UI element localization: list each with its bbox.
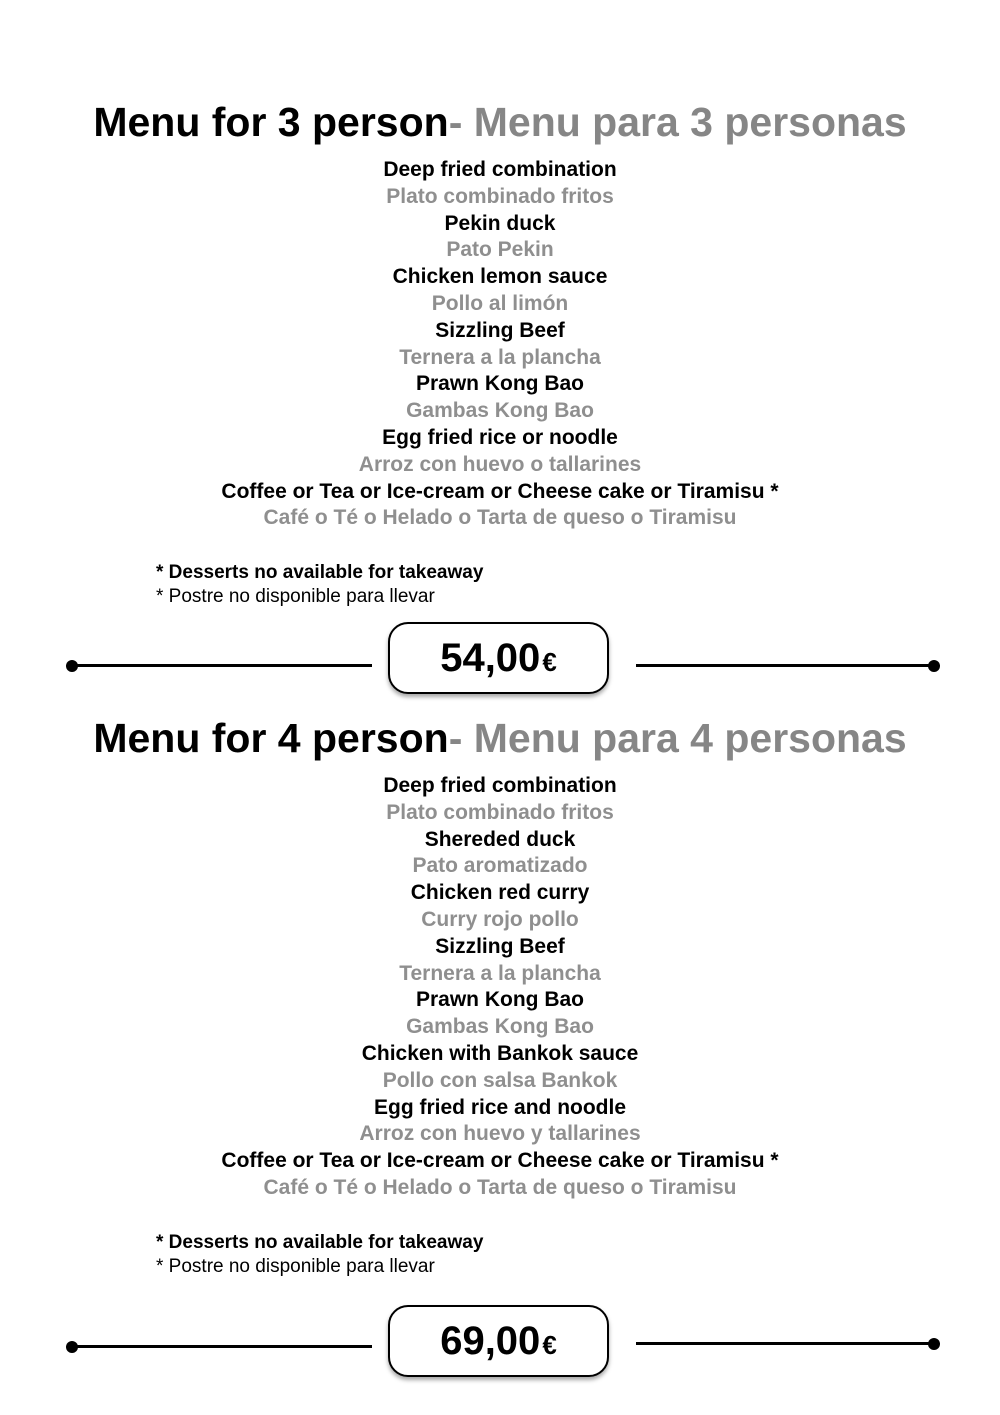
divider-line-right [636,664,934,667]
menu-item-en: Sizzling Beef [435,934,565,958]
menu-item-es: Ternera a la plancha [399,345,601,369]
menu-item-es: Café o Té o Helado o Tarta de queso o Tiramisu [263,1175,737,1199]
menu-3-currency: € [542,647,557,677]
menu-item-en: Coffee or Tea or Ice-cream or Cheese cake or Tiramisu * [221,1149,779,1173]
menu-4-title-en: Menu for 4 person [93,715,449,761]
menu-item-en: Coffee or Tea or Ice-cream or Cheese cake or Tiramisu * [221,479,779,503]
menu-item-en: Prawn Kong Bao [415,988,584,1012]
menu-item-en: Pekin duck [444,211,556,235]
menu-item-en: Chicken with Bankok sauce [361,1041,639,1065]
menu-4-currency: € [542,1330,557,1360]
divider-line-left [72,664,372,667]
menu-item-es: Curry rojo pollo [421,907,579,931]
menu-3-items [0,157,1000,532]
menu-item-en: Chicken lemon sauce [392,265,608,289]
menu-item-es: Ternera a la plancha [399,961,601,985]
menu-4-price-badge [388,1305,609,1377]
menu-item-en: Deep fried combination [383,158,617,181]
menu-item-es: Plato combinado fritos [386,800,614,824]
menu-item-es: Gambas Kong Bao [406,399,594,423]
divider-line-right [636,1342,934,1345]
menu-3-title-en: Menu for 3 person [93,99,449,145]
menu-3-persons [0,96,1000,609]
menu-item-es: Pollo al limón [431,291,569,315]
divider-dot-right [928,1338,940,1350]
menu-4-persons [0,712,1000,1279]
menu-item-es: Café o Té o Helado o Tarta de queso o Tiramisu [263,506,737,530]
takeaway-note-en: * Desserts no available for takeaway [156,562,484,584]
divider-dot-right [928,660,940,672]
menu-item-es: Pato aromatizado [412,854,588,878]
menu-3-price-row [0,622,1000,702]
menu-item-en: Egg fried rice or noodle [382,425,618,449]
menu-3-price: 54,00 [440,636,541,680]
menu-4-title-separator: - [448,715,474,761]
menu-item-es: Pato Pekin [446,238,554,262]
divider-line-left [72,1345,372,1348]
menu-item-es: Plato combinado fritos [386,184,614,208]
divider-dot-left [66,1341,78,1353]
takeaway-note-es: * Postre no disponible para llevar [156,1255,435,1277]
menu-4-items [0,773,1000,1202]
takeaway-note-en: * Desserts no available for takeaway [156,1231,484,1253]
menu-item-es: Arroz con huevo o tallarines [358,452,642,476]
menu-3-title-es: Menu para 3 personas [473,99,907,145]
menu-3-notes [156,561,1000,609]
menu-4-title [0,712,1000,764]
menu-item-en: Sizzling Beef [435,318,565,342]
menu-item-en: Shereded duck [424,827,576,851]
menu-3-title [0,96,1000,148]
menu-item-es: Gambas Kong Bao [406,1015,594,1039]
menu-item-en: Egg fried rice and noodle [373,1095,627,1119]
menu-3-title-separator: - [448,99,474,145]
menu-item-es: Pollo con salsa Bankok [382,1068,618,1092]
menu-item-en: Chicken red curry [410,881,590,905]
menu-4-price: 69,00 [440,1319,541,1363]
menu-4-price-row [0,1305,1000,1385]
menu-4-notes [156,1231,1000,1279]
divider-dot-left [66,660,78,672]
menu-4-title-es: Menu para 4 personas [473,715,907,761]
menu-item-es: Arroz con huevo y tallarines [359,1122,641,1146]
takeaway-note-es: * Postre no disponible para llevar [156,586,435,608]
menu-3-price-badge [388,622,609,694]
menu-item-en: Prawn Kong Bao [415,372,584,396]
menu-item-en: Deep fried combination [383,774,617,797]
